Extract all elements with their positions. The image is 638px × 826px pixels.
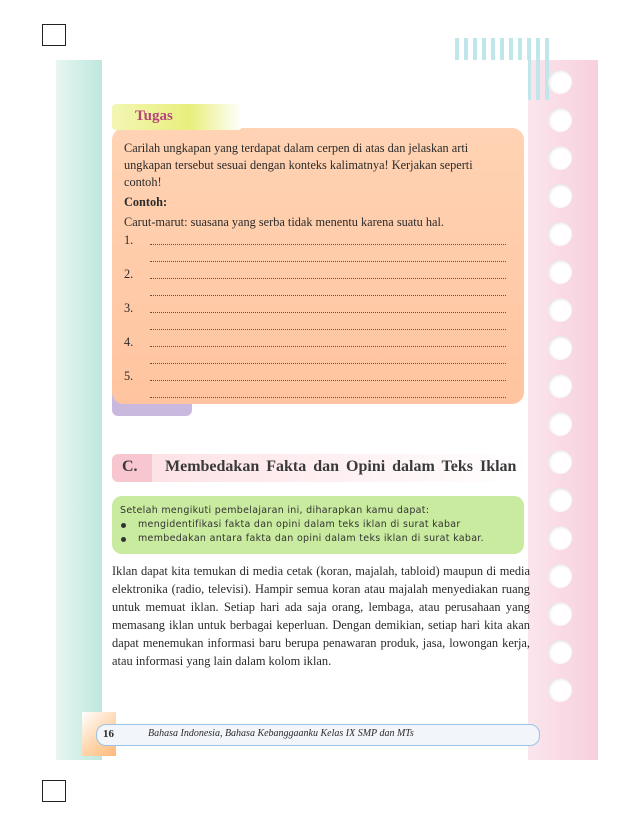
tugas-label: Tugas [135,108,173,124]
answer-number-5: 5. [124,369,134,383]
page-number: 16 [103,728,114,740]
crop-mark-bottom [42,780,66,802]
answer-line [150,396,506,398]
instruction-line-1: Carilah ungkapan yang terdapat dalam cerpen di atas dan jelaskan arti [124,141,469,155]
answer-line [150,311,506,313]
left-decor-band [56,60,102,760]
goal-item-2: membedakan antara fakta dan opini dalam teks iklan di surat kabar. [138,533,484,544]
answer-line [150,345,506,347]
section-letter: C. [122,458,138,475]
answer-number-3: 3. [124,301,134,315]
answer-number-4: 4. [124,335,134,349]
instruction-line-3: contoh! [124,175,162,189]
answer-line [150,277,506,279]
answer-line [150,260,506,262]
book-title: Bahasa Indonesia, Bahasa Kebanggaanku Kelas IX SMP dan MTs [148,728,414,739]
instruction-line-2: ungkapan tersebut sesuai dengan konteks kalimatnya! Kerjakan seperti [124,158,473,172]
tugas-header [112,104,242,130]
contoh-label: Contoh: [124,195,168,209]
answer-line [150,243,506,245]
bullet-icon [121,537,126,542]
goals-intro: Setelah mengikuti pembelajaran ini, diharapkan kamu dapat: [120,505,430,516]
answer-line [150,362,506,364]
answer-line [150,328,506,330]
goal-item-1: mengidentifikasi fakta dan opini dalam teks iklan di surat kabar [138,519,461,530]
answer-number-1: 1. [124,233,134,247]
crop-mark-top [42,24,66,46]
answer-line [150,294,506,296]
answer-line [150,379,506,381]
contoh-text: Carut-marut: suasana yang serba tidak menentu karena suatu hal. [124,215,444,229]
answer-number-2: 2. [124,267,134,281]
body-paragraph: Iklan dapat kita temukan di media cetak (koran, majalah, tabloid) maupun di media elektronika (radio, televisi). Hampir semua koran atau majalah menyediakan ruang untuk memuat iklan. Setiap hari ada saja orang, lembaga, atau perusahaan yang memasang iklan untuk berbagai keperluan. Dengan demikian, setiap hari kita akan dapat menemukan informasi baru berupa penawaran produk, jasa, lowongan kerja, atau informasi yang lain dalam kolom iklan. [112,564,530,668]
section-title: Membedakan Fakta dan Opini dalam Teks Iklan [165,458,517,475]
bullet-icon [121,523,126,528]
